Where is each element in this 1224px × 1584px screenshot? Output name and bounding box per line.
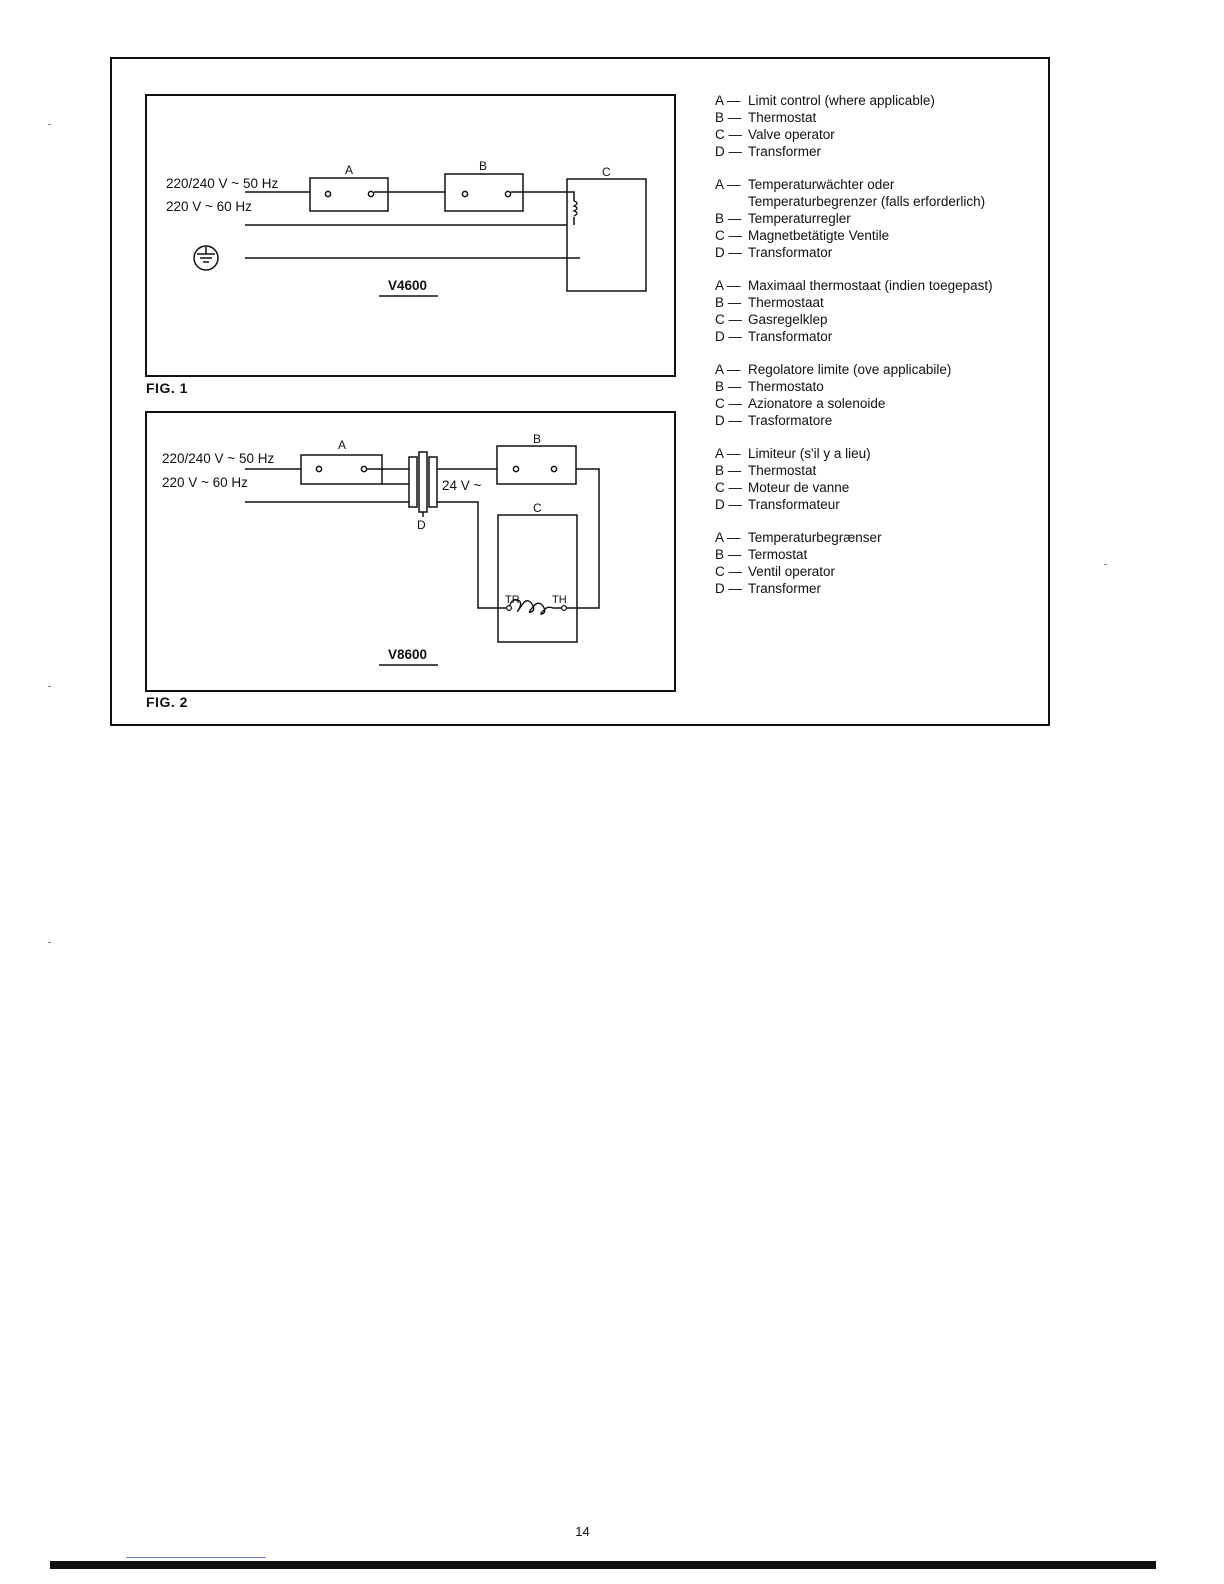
page-footer-bar [50, 1561, 1156, 1569]
fig2-component-c-box [498, 515, 577, 642]
fig2-supply-label-1: 220/240 V ~ 50 Hz [162, 451, 275, 466]
legend-item [715, 143, 1035, 160]
legend-item-text: Transformateur [748, 497, 840, 512]
legend-group-danish [715, 529, 1035, 597]
legend-item [715, 311, 1035, 328]
legend-item [715, 563, 1035, 580]
legend-item [715, 176, 1035, 193]
fig1-label-a: A [345, 163, 354, 177]
legend-item [715, 244, 1035, 261]
legend-item-text: Transformer [748, 581, 822, 596]
legend-item-text: Magnetbetätigte Ventile [748, 228, 890, 243]
page-number: 14 [575, 1524, 590, 1539]
legend-item [715, 412, 1035, 429]
legend-item-text: Trasformatore [748, 413, 833, 428]
legend-item [715, 378, 1035, 395]
legend-item [715, 462, 1035, 479]
legend-item-text: Regolatore limite (ove applicabile) [748, 362, 952, 377]
legend-item-letter: D — [715, 497, 742, 512]
legend-item-text: Transformator [748, 329, 833, 344]
page-footer-link-line [126, 1557, 266, 1558]
fig1-supply-label-2: 220 V ~ 60 Hz [166, 199, 252, 214]
legend-item-letter: C — [715, 480, 742, 495]
legend-item-letter: D — [715, 581, 742, 596]
legend-item-text: Thermostat [748, 463, 817, 478]
fig2-supply-label-2: 220 V ~ 60 Hz [162, 475, 248, 490]
legend-item-text: Thermostaat [748, 295, 824, 310]
legend-item-letter: D — [715, 329, 742, 344]
legend-item-letter: D — [715, 413, 742, 428]
scan-speck [48, 686, 51, 687]
fig2-caption: FIG. 2 [146, 694, 188, 710]
fig2-label-c: C [533, 501, 542, 515]
legend-item-letter: C — [715, 396, 742, 411]
legend-item [715, 479, 1035, 496]
legend-item [715, 294, 1035, 311]
legend-item-text: Temperaturbegrænser [748, 530, 882, 545]
legend-item-text: Temperaturwächter oder [748, 177, 895, 192]
legend-item-letter: B — [715, 211, 742, 226]
legend-item-letter: A — [715, 278, 741, 293]
legend-item [715, 529, 1035, 546]
legend-item-text: Valve operator [748, 127, 835, 142]
fig2-terminal-th: TH [552, 594, 567, 606]
legend-item [715, 580, 1035, 597]
fig1-component-c-box [567, 179, 646, 291]
legend-item-text: Gasregelklep [748, 312, 828, 327]
legend-item-text: Limit control (where applicable) [748, 93, 935, 108]
fig1-wiring-diagram [147, 96, 674, 375]
legend-item [715, 445, 1035, 462]
component-legend [715, 92, 1035, 613]
fig2-wiring-diagram [147, 413, 674, 690]
fig2-terminal-tr: TR [505, 594, 520, 606]
legend-item-text: Thermostat [748, 110, 817, 125]
legend-item-text: Ventil operator [748, 564, 836, 579]
fig2-label-d: D [417, 518, 426, 532]
fig2-model-label: V8600 [388, 647, 428, 662]
fig1-caption: FIG. 1 [146, 380, 188, 396]
legend-item-letter: D — [715, 144, 742, 159]
legend-item [715, 361, 1035, 378]
fig2-label-b: B [533, 432, 542, 446]
legend-group-italian [715, 361, 1035, 429]
legend-group-dutch [715, 277, 1035, 345]
legend-item-text: Moteur de vanne [748, 480, 850, 495]
scan-speck [48, 124, 51, 125]
legend-item-continuation: Temperaturbegrenzer (falls erforderlich) [748, 194, 986, 209]
legend-group-german [715, 176, 1035, 261]
legend-item-letter: A — [715, 177, 741, 192]
fig1-label-b: B [479, 159, 488, 173]
transformer-icon [409, 452, 437, 517]
legend-item [715, 227, 1035, 244]
legend-item [715, 277, 1035, 294]
fig2-component-b-box [497, 446, 576, 484]
fig1-component-a-box [310, 178, 388, 211]
fig1-label-c: C [602, 165, 611, 179]
fig2-diagram [145, 411, 676, 692]
legend-item-letter: B — [715, 463, 742, 478]
legend-item-letter: B — [715, 110, 742, 125]
legend-item [715, 496, 1035, 513]
legend-item-text: Thermostato [748, 379, 824, 394]
legend-item-text: Transformer [748, 144, 822, 159]
legend-item-letter: A — [715, 93, 741, 108]
legend-item [715, 546, 1035, 563]
legend-item-text: Temperaturregler [748, 211, 851, 226]
legend-item-letter: D — [715, 245, 742, 260]
scan-speck [1104, 564, 1107, 565]
legend-group-english [715, 92, 1035, 160]
legend-item-text: Azionatore a solenoide [748, 396, 886, 411]
legend-item-text: Limiteur (s'il y a lieu) [748, 446, 871, 461]
legend-item-letter: B — [715, 295, 742, 310]
fig2-secondary-voltage: 24 V ~ [442, 478, 482, 493]
legend-item [715, 126, 1035, 143]
legend-item-letter: A — [715, 362, 741, 377]
legend-item-letter: C — [715, 312, 742, 327]
legend-item [715, 109, 1035, 126]
legend-item [715, 395, 1035, 412]
legend-item-text: Termostat [748, 547, 808, 562]
legend-item-letter: C — [715, 564, 742, 579]
legend-item [715, 210, 1035, 227]
legend-item-letter: A — [715, 446, 741, 461]
legend-item-text: Transformator [748, 245, 833, 260]
legend-item-letter: B — [715, 547, 742, 562]
legend-group-french [715, 445, 1035, 513]
legend-item [715, 328, 1035, 345]
fig1-supply-label-1: 220/240 V ~ 50 Hz [166, 176, 279, 191]
scan-speck [48, 942, 51, 943]
legend-item-letter: A — [715, 530, 741, 545]
legend-item-letter: C — [715, 228, 742, 243]
legend-item-text: Maximaal thermostaat (indien toegepast) [748, 278, 993, 293]
solenoid-coil-icon [574, 201, 577, 216]
legend-item-letter: C — [715, 127, 742, 142]
legend-item-letter: B — [715, 379, 742, 394]
fig1-model-label: V4600 [388, 278, 428, 293]
fig1-diagram [145, 94, 676, 377]
legend-item [715, 92, 1035, 109]
fig2-label-a: A [338, 438, 347, 452]
